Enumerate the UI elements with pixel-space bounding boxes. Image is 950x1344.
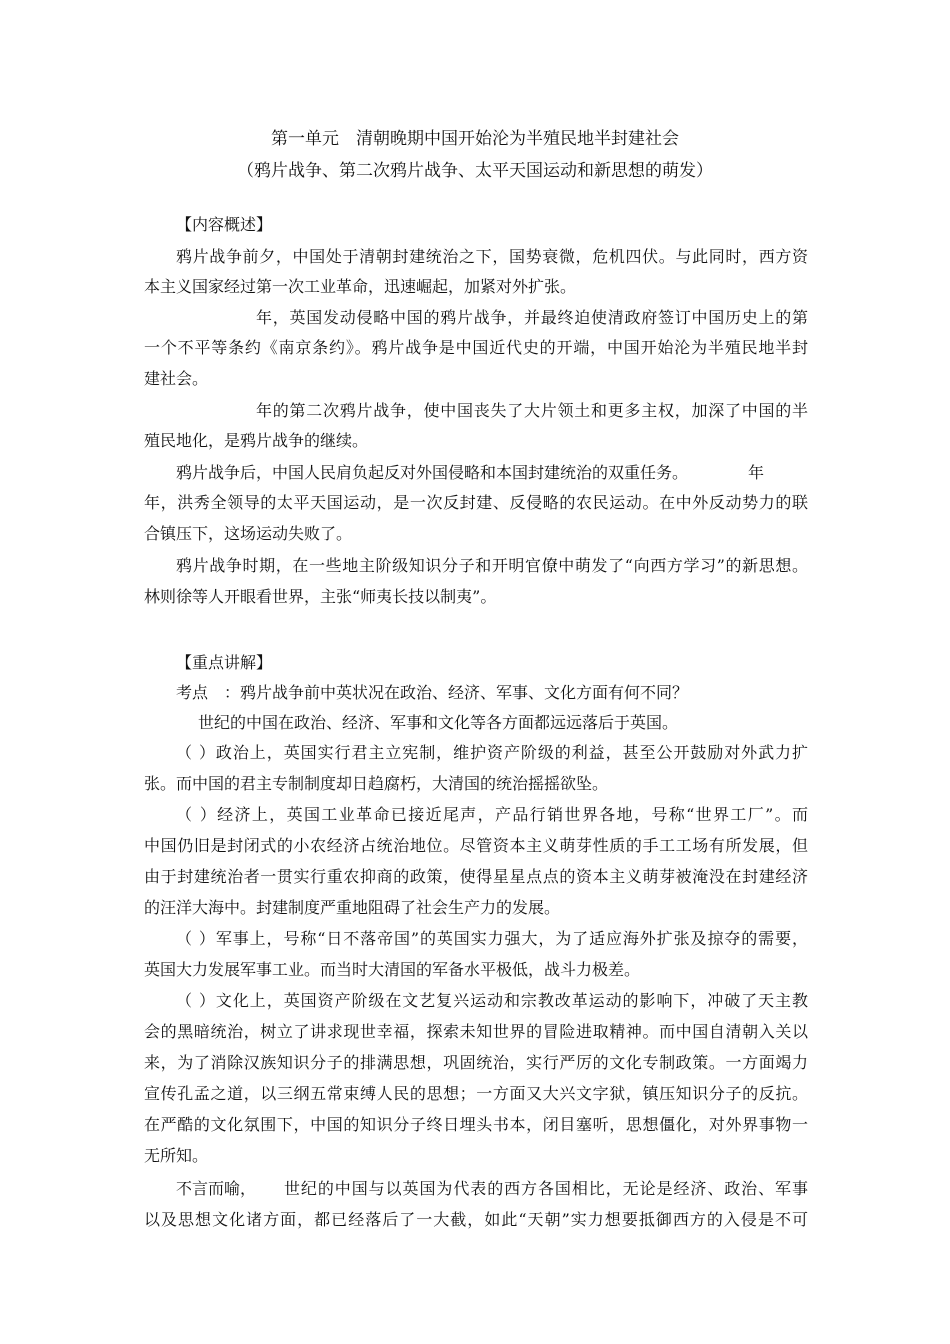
key-point-line: 无所知。 [144,1146,209,1165]
key-point-line: 来，为了消除汉族知识分子的排满思想，巩固统治，实行严厉的文化专制政策。一方面竭力 [144,1053,808,1072]
overview-line: 本主义国家经过第一次工业革命，迅速崛起，加紧对外扩张。 [144,277,577,296]
key-point-line: 不言而喻， [176,1179,257,1198]
overview-heading: 【内容概述】 [176,215,273,234]
overview-line: 鸦片战争前夕，中国处于清朝封建统治之下，国势衰微，危机四伏。与此同时，西方资 [176,247,808,266]
overview-line: 年的第二次鸦片战争，使中国丧失了大片领土和更多主权，加深了中国的半 [256,401,808,420]
key-point-line: （ ）政治上，英国实行君主立宪制，维护资产阶级的利益，甚至公开鼓励对外武力扩 [176,743,808,762]
overview-line: 建社会。 [144,369,209,388]
key-point-line: 以及思想文化诸方面，都已经落后了一大截，如此“天朝”实力想要抵御西方的入侵是不可 [144,1210,808,1229]
page-subtitle: （鸦片战争、第二次鸦片战争、太平天国运动和新思想的萌发） [237,161,713,181]
key-point-line: 由于封建统治者一贯实行重农抑商的政策，使得星星点点的资本主义萌芽被淹没在封建经济 [144,867,808,886]
page-title: 第一单元 清朝晚期中国开始沦为半殖民地半封建社会 [271,129,679,149]
key-point-line: 张。而中国的君主专制制度却日趋腐朽，大清国的统治摇摇欲坠。 [144,774,609,793]
key-point-line: 的汪洋大海中。封建制度严重地阻碍了社会生产力的发展。 [144,898,561,917]
key-point-line: 英国大力发展军事工业。而当时大清国的军备水平极低，战斗力极差。 [144,960,641,979]
overview-line: 鸦片战争时期，在一些地主阶级知识分子和开明官僚中萌发了“向西方学习”的新思想。 [176,556,808,575]
overview-line: 年，英国发动侵略中国的鸦片战争，并最终迫使清政府签订中国历史上的第 [256,308,808,327]
key-point-line: 会的黑暗统治，树立了讲求现世幸福，探索未知世界的冒险进取精神。而中国自清朝入关以 [144,1022,808,1041]
key-point-line: （ ）军事上，号称“日不落帝国”的英国实力强大，为了适应海外扩张及掠夺的需要， [176,929,808,948]
key-point-line: 宣传孔孟之道，以三纲五常束缚人民的思想；一方面又大兴文字狱，镇压知识分子的反抗。 [144,1084,808,1103]
key-point-line: 在严酷的文化氛围下，中国的知识分子终日埋头书本，闭目塞听，思想僵化，对外界事物一 [144,1115,808,1134]
overview-line: 合镇压下，这场运动失败了。 [144,524,353,543]
overview-line: 林则徐等人开眼看世界，主张“师夷长技以制夷”。 [144,587,497,606]
key-point-line: 考点 ：鸦片战争前中英状况在政治、经济、军事、文化方面有何不同？ [176,683,689,702]
key-point-line: 世纪的中国与以英国为代表的西方各国相比，无论是经济、政治、军事 [284,1179,808,1198]
key-point-line: 世纪的中国在政治、经济、军事和文化等各方面都远远落后于英国。 [198,713,679,732]
overview-line: 一个不平等条约《南京条约》。鸦片战争是中国近代史的开端，中国开始沦为半殖民地半封 [144,338,808,357]
key-points-heading: 【重点讲解】 [176,653,273,672]
key-point-line: 中国仍旧是封闭式的小农经济占统治地位。尽管资本主义萌芽性质的手工工场有所发展，但 [144,836,808,855]
overview-line: 殖民地化，是鸦片战争的继续。 [144,431,369,450]
overview-line: 年，洪秀全领导的太平天国运动，是一次反封建、反侵略的农民运动。在中外反动势力的联 [144,493,808,512]
overview-line: 鸦片战争后，中国人民肩负起反对外国侵略和本国封建统治的双重任务。 [176,463,689,482]
key-point-line: （ ）经济上，英国工业革命已接近尾声，产品行销世界各地，号称“世界工厂”。而 [176,805,808,824]
overview-line: 年 [748,463,765,482]
key-point-line: （ ）文化上，英国资产阶级在文艺复兴运动和宗教改革运动的影响下，冲破了天主教 [176,991,808,1010]
